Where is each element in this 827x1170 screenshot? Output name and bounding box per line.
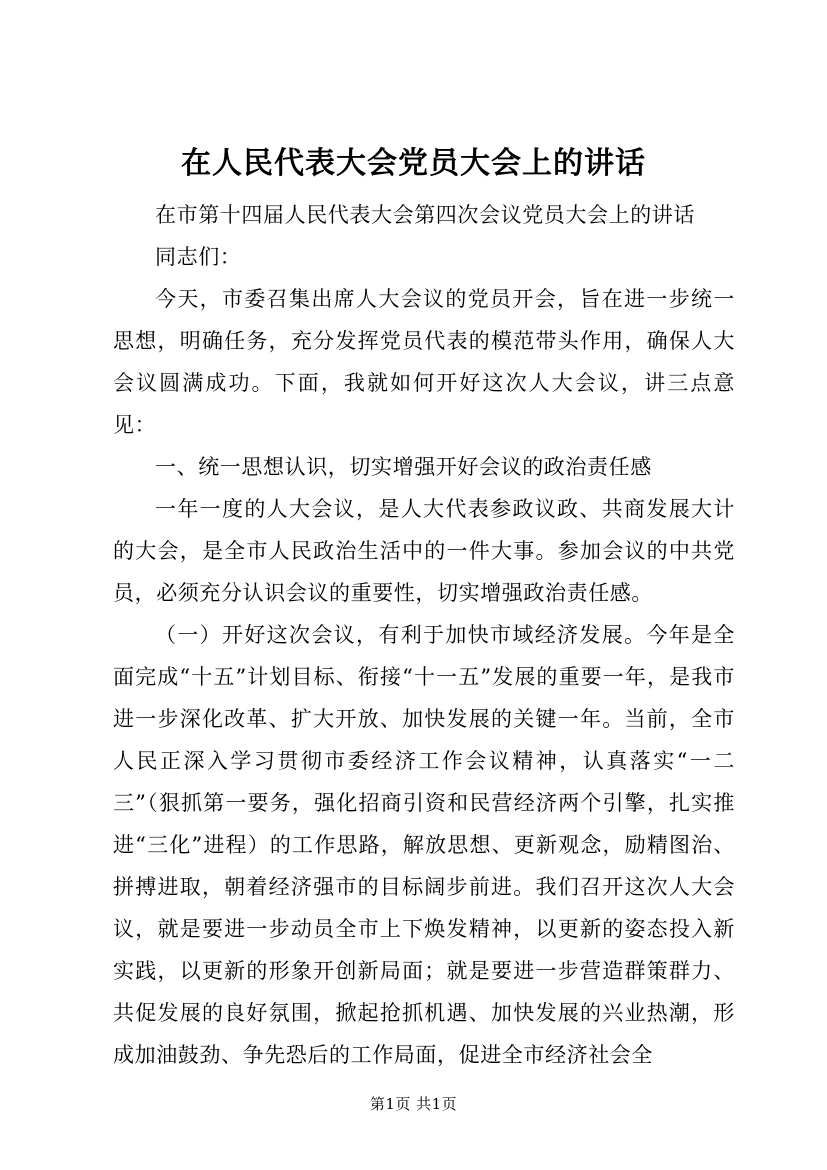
page-footer: 第1页 共1页 [369,1095,458,1113]
document-title: 在人民代表大会党员大会上的讲话 [181,146,646,181]
paragraph-subpoint-1: （一）开好这次会议，有利于加快市域经济发展。今年是全面完成“十五”计划目标、衔接“十一五”发展的重要一年，是我市进一步深化改革、扩大开放、加快发展的关键一年。当前，全市人民正深入学习贯彻市委经济工作会议精神，认真落实“一二三”（狠抓第一要务，强化招商引资和民营经济两个引擎，扎实推进“三化”进程）的工作思路，解放思想、更新观念，励精图治、拼搏进取，朝着经济强市的目标阔步前进。我们召开这次人大会议，就是要进一步动员全市上下焕发精神，以更新的姿态投入新实践，以更新的形象开创新局面；就是要进一步营造群策群力、共促发展的良好氛围，掀起抢抓机遇、加快发展的兴业热潮，形成加油鼓劲、争先恐后的工作局面，促进全市经济社会全 [113,623,735,1067]
paragraph-section-1: 一年一度的人大会议，是人大代表参政议政、共商发展大计的大会，是全市人民政治生活中的一件大事。参加会议的中共党员，必须充分认识会议的重要性，切实增强政治责任感。 [113,497,735,605]
paragraph-intro: 今天，市委召集出席人大会议的党员开会，旨在进一步统一思想，明确任务，充分发挥党员代表的模范带头作用，确保人大会议圆满成功。下面，我就如何开好这次人大会议，讲三点意见： [113,287,735,437]
document-subtitle: 在市第十四届人民代表大会第四次会议党员大会上的讲话 [155,203,695,227]
document-body [113,194,735,1076]
salutation: 同志们： [155,245,242,269]
section-heading-1: 一、统一思想认识，切实增强开好会议的政治责任感 [155,455,652,479]
